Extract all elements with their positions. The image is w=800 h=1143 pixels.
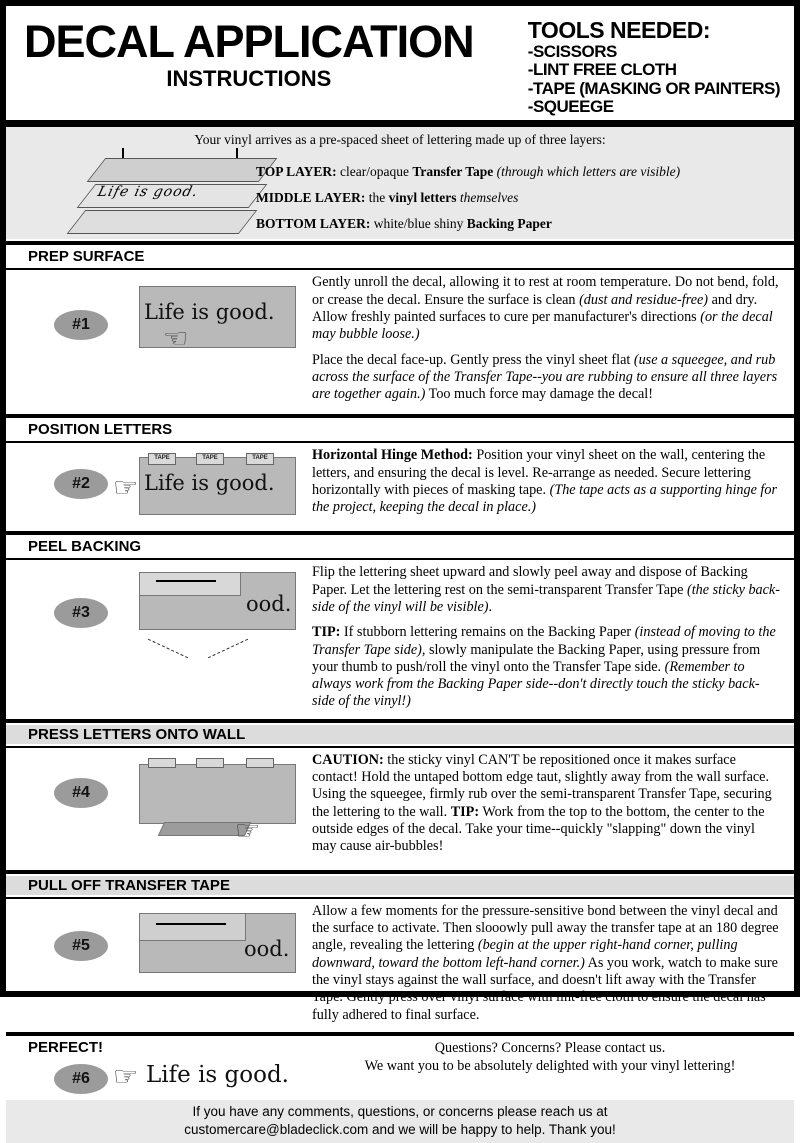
step-2-word: Life is good. [144, 471, 275, 496]
contact-bar [6, 1100, 794, 1143]
step-1 [6, 247, 794, 412]
step-5-tape-flap [139, 913, 246, 941]
divider-step-1 [6, 268, 794, 270]
step-5-illustration [6, 901, 306, 1025]
step-2-illustration [6, 445, 306, 529]
step-3-heading: PEEL BACKING [28, 538, 142, 556]
tools-needed-title: TOOLS NEEDED: [527, 17, 711, 43]
divider-after-step-2 [6, 531, 794, 535]
step-3 [6, 537, 794, 717]
step-5-paragraph-1: Allow a few moments for the pressure-sensitive bond between the vinyl decal and the surface to activate. Then slooowly pull away the transfer tape at an 180 degree angle, revealing the lettering (begin at the upper right-hand corner, pulling downward, toward the bottom left-hand corner.) As you work, watch to make sure the vinyl stays against the wall surface, and doesn't lift away with the Transfer Tape. Gently press over vinyl surface with lint-free cloth to ensure the decal has fully adhered to final surface. [312, 902, 779, 1023]
tools-item-scissors: -SCISSORS [527, 41, 617, 61]
tape-tab-1: TAPE [148, 453, 176, 465]
step-3-text [306, 562, 794, 717]
layer-row-bottom-label: BOTTOM LAYER: [256, 216, 371, 232]
layer-row-top [256, 164, 680, 180]
page-subtitle: INSTRUCTIONS [166, 66, 332, 92]
divider-step-3 [6, 558, 794, 560]
tools-item-tape: -TAPE (MASKING OR PAINTERS) [527, 78, 780, 98]
step-4-sheet [139, 764, 296, 824]
step-5-text [306, 901, 794, 1030]
divider-header [6, 120, 794, 127]
pull-direction-arrow [156, 923, 226, 925]
divider-after-step-5 [6, 1032, 794, 1036]
step-1-heading: PREP SURFACE [28, 248, 145, 266]
step-3-badge: #3 [54, 598, 108, 628]
step-2 [6, 420, 794, 529]
peel-direction-arrow [156, 580, 216, 582]
step-5-word: ood. [244, 936, 290, 961]
hand-icon: ☞ [112, 473, 139, 503]
layer-row-top-bold: Transfer Tape [412, 164, 494, 180]
step-5-heading: PULL OFF TRANSFER TAPE [6, 876, 794, 895]
footer-word: Life is good. [146, 1061, 289, 1088]
footer-section [6, 1038, 794, 1143]
divider-step-5 [6, 897, 794, 899]
footer-line-1: Questions? Concerns? Please contact us. [434, 1039, 666, 1056]
step-3-paragraph-1: Flip the lettering sheet upward and slowly peel away and dispose of Backing Paper. Let the lettering rest on the semi-transparent Transfer Tape (the sticky back-side of the vinyl will be visible). [312, 564, 780, 615]
step-4-paragraph-1: CAUTION: the sticky vinyl CAN'T be repositioned once it makes surface contact! Hold the untaped bottom edge taut, slightly away from the wall surface. Using the squeegee, firmly rub over the semi-transparent Transfer Tape, securing the lettering to the wall. TIP: Work from the top to the bottom, the center to the outside edges of the decal. Take your time--quickly "slapping" down the vinyl may cause air-bubbles! [312, 751, 772, 855]
layer-row-top-italic: (through which letters are visible) [493, 164, 681, 180]
divider-layers [6, 241, 794, 245]
page-title: DECAL APPLICATION [24, 16, 474, 67]
step-5 [6, 876, 794, 1030]
divider-step-4 [6, 746, 794, 748]
layer-row-bottom [256, 216, 552, 232]
step-3-illustration [6, 562, 306, 712]
layers-intro: Your vinyl arrives as a pre-spaced sheet of lettering made up of three layers: [194, 132, 606, 148]
footer-badge: #6 [54, 1064, 108, 1094]
layer-row-middle-bold: vinyl letters [388, 190, 457, 206]
step-2-text [306, 445, 794, 522]
divider-step-2 [6, 441, 794, 443]
step-3-paragraph-2: TIP: If stubborn lettering remains on the Backing Paper (instead of moving to the Transfer Tape side), slowly manipulate the Backing Paper, using pressure from your thumb to push/roll the vinyl onto the Transfer Tape side. (Remember to always work from the Backing Paper side--don't directly touch the sticky back-side of the vinyl!) [312, 624, 776, 710]
step-2-badge: #2 [54, 469, 108, 499]
footer-messages [306, 1038, 794, 1076]
step-1-text [306, 272, 794, 409]
divider-after-step-4 [6, 870, 794, 874]
tape-tab-3: TAPE [246, 453, 274, 465]
header [6, 6, 794, 116]
dashed-arrow-1 [148, 639, 188, 659]
title-block [20, 16, 474, 92]
tools-needed-block [528, 16, 780, 116]
footer-line-2: We want you to be absolutely delighted with your vinyl lettering! [364, 1057, 736, 1074]
step-4-heading: PRESS LETTERS ONTO WALL [6, 725, 794, 744]
contact-line-1: If you have any comments, questions, or concerns please reach us at [192, 1103, 608, 1119]
layer-row-top-label: TOP LAYER: [256, 164, 337, 180]
step-4 [6, 725, 794, 868]
step-2-heading: POSITION LETTERS [28, 421, 173, 439]
divider-after-step-3 [6, 719, 794, 723]
layer-row-middle-label: MIDDLE LAYER: [256, 190, 366, 206]
step-1-paragraph-1: Gently unroll the decal, allowing it to rest at room temperature. Do not bend, fold, or crease the decal. Ensure the surface is clean (dust and residue-free) and dry. Allow freshly painted surfaces to cure per manufacturer's directions (or the decal may bubble loose.) [312, 274, 779, 343]
step-4-badge: #4 [54, 778, 108, 808]
hand-icon: ☜ [162, 324, 189, 354]
tools-item-squeegee: -SQUEEGE [527, 96, 614, 116]
step-1-illustration [6, 272, 306, 412]
layer-row-bottom-bold: Backing Paper [466, 216, 552, 232]
layer-sheet-bottom [67, 210, 258, 234]
tools-item-cloth: -LINT FREE CLOTH [527, 60, 677, 80]
footer-illustration [6, 1038, 306, 1100]
contact-line-2[interactable]: customercare@bladeclick.com and we will be happy to help. Thank you! [184, 1121, 616, 1137]
layer-row-middle-text: the [365, 190, 389, 206]
step-2-paragraph-1: Horizontal Hinge Method: Position your vinyl sheet on the wall, centering the letters, and ensuring the decal is level. Re-arrange as needed. Secure lettering horizontally with pieces of masking tape. (The tape acts as a supporting hinge for the project, keeping the decal in place.) [312, 447, 777, 516]
layer-row-middle-italic: themselves [456, 190, 519, 206]
footer-heading: PERFECT! [28, 1038, 103, 1056]
step-5-badge: #5 [54, 931, 108, 961]
step-1-word: Life is good. [144, 300, 275, 325]
tape-tab-3 [246, 758, 274, 768]
step-1-paragraph-2: Place the decal face-up. Gently press the vinyl sheet flat (use a squeegee, and rub across the surface of the Transfer Tape--you are rubbing to ensure all three layers are together again.) Too much force may damage the decal! [312, 351, 778, 403]
tape-tab-2 [196, 758, 224, 768]
hand-icon: ☞ [234, 815, 261, 845]
step-1-badge: #1 [54, 310, 108, 340]
layers-section [6, 127, 794, 239]
layer-sheet-top [87, 158, 278, 182]
layer-script-sample: Life is good. [96, 184, 201, 201]
layer-row-bottom-text: white/blue shiny [370, 216, 467, 232]
tape-tab-2: TAPE [196, 453, 224, 465]
step-4-text [306, 750, 794, 862]
layer-row-middle [256, 190, 518, 206]
layer-row-top-text: clear/opaque [336, 164, 413, 180]
tape-tab-1 [148, 758, 176, 768]
layers-diagram [6, 148, 794, 234]
hand-icon: ☞ [112, 1061, 139, 1091]
step-4-illustration [6, 750, 306, 868]
dashed-arrow-2 [208, 639, 248, 659]
divider-after-step-1 [6, 414, 794, 418]
step-3-word: ood. [246, 592, 292, 617]
step-3-peel-flap [139, 572, 241, 596]
